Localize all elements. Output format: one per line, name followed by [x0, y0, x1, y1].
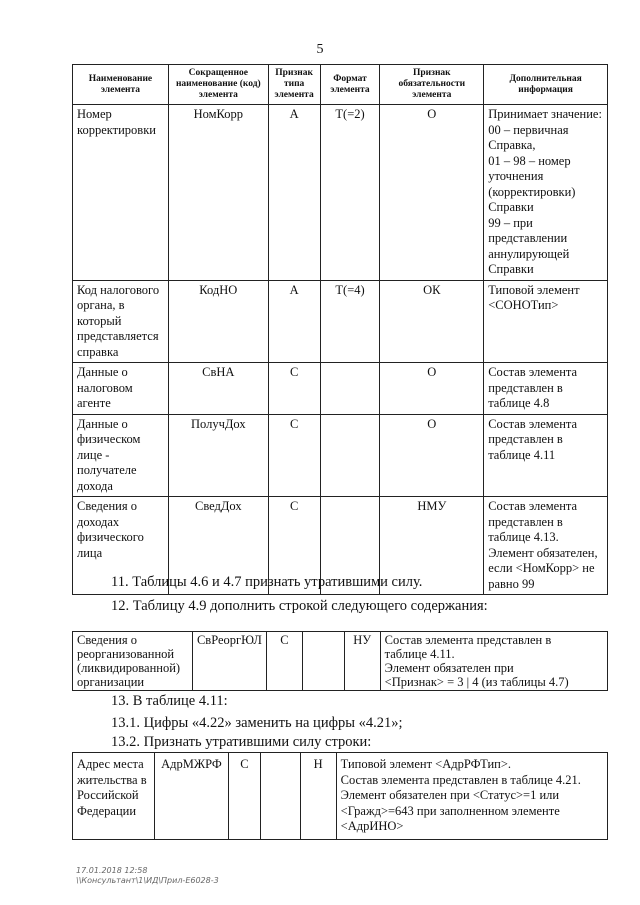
- row-info: [380, 632, 607, 691]
- row-required: ОК: [380, 280, 484, 363]
- row-code: СведДох: [168, 497, 268, 595]
- row-type: С: [268, 414, 320, 497]
- table-row: [73, 363, 608, 415]
- header-code: Сокращенное наименование (код) элемента: [168, 65, 268, 105]
- elements-table: [72, 64, 608, 595]
- page-number: 5: [316, 42, 324, 57]
- row-required: НМУ: [380, 497, 484, 595]
- info-line: <АдрИНО>: [340, 819, 404, 833]
- row-code: КодНО: [168, 280, 268, 363]
- row-format: T(=4): [320, 280, 380, 363]
- info-line: Принимает значение:: [488, 107, 602, 121]
- row-required: О: [380, 363, 484, 415]
- row-format: T(=2): [320, 105, 380, 281]
- row-code: АдрМЖРФ: [154, 753, 228, 840]
- row-type: С: [228, 753, 260, 840]
- row-name: Код налогового органа, в который представляется справка: [73, 280, 169, 363]
- info-line: 99 – при представлении аннулирующей Справки: [488, 215, 570, 276]
- table-row: [73, 414, 608, 497]
- info-line: 01 – 98 – номер уточнения (корректировки) Справки: [488, 153, 576, 214]
- paragraph-12: 12. Таблицу 4.9 дополнить строкой следующего содержания:: [111, 598, 488, 614]
- info-line: 00 – первичная Справка,: [488, 122, 569, 152]
- table-row: [73, 105, 608, 281]
- header-type: Признак типа элемента: [268, 65, 320, 105]
- info-line: Элемент обязателен при <Статус>=1 или: [340, 788, 560, 802]
- info-line: Типовой элемент <СОНОТип>: [488, 282, 580, 312]
- row-format: [320, 363, 380, 415]
- header-format: Формат элемента: [320, 65, 380, 105]
- row-code: СвРеоргЮЛ: [192, 632, 266, 691]
- header-info: Дополнительная информация: [484, 65, 608, 105]
- info-line: Состав элемента представлен в: [384, 633, 552, 647]
- row-required: Н: [300, 753, 336, 840]
- row-required: О: [380, 105, 484, 281]
- row-code: ПолучДох: [168, 414, 268, 497]
- info-line: Состав элемента представлен в таблице 4.13.: [488, 499, 578, 544]
- row-type: А: [268, 280, 320, 363]
- info-line: Состав элемента представлен в таблице 4.11: [488, 416, 578, 462]
- row-info: [484, 280, 608, 363]
- row-info: [484, 105, 608, 281]
- row-name: Данные о налоговом агенте: [73, 363, 169, 415]
- info-line: Состав элемента представлен в таблице 4.8: [488, 365, 578, 410]
- info-line: Состав элемента представлен в таблице 4.21.: [340, 772, 581, 787]
- row-code: НомКорр: [168, 105, 268, 281]
- paragraph-13-2: 13.2. Признать утратившими силу строки:: [111, 734, 372, 750]
- info-line: Типовой элемент <АдрРФТип>.: [340, 757, 512, 771]
- info-line: Элемент обязателен при: [384, 661, 514, 675]
- header-required: Признак обязательности элемента: [380, 65, 484, 105]
- row-info: [484, 497, 608, 595]
- table-4-11-removed-row: [72, 752, 608, 840]
- row-info: [484, 363, 608, 415]
- file-stamp: [76, 866, 219, 886]
- paragraph-13: 13. В таблице 4.11:: [111, 693, 228, 709]
- info-line: <Гражд>=643 при заполненном элементе: [340, 803, 560, 818]
- stamp-date: 17.01.2018 12:58: [76, 866, 148, 875]
- row-format: [260, 753, 300, 840]
- info-line: Элемент обязателен, если <НомКорр> не равно 99: [488, 545, 598, 591]
- info-line: таблице 4.11.: [384, 647, 455, 661]
- row-type: С: [266, 632, 302, 691]
- row-name: Данные о физическом лице - получателе дохода: [73, 414, 169, 497]
- row-name: Адрес места жительства в Российской Федерации: [73, 753, 155, 840]
- row-info: [484, 414, 608, 497]
- row-required: НУ: [344, 632, 380, 691]
- row-code: СвНА: [168, 363, 268, 415]
- row-format: [320, 414, 380, 497]
- table-row: [73, 280, 608, 363]
- paragraph-11: 11. Таблицы 4.6 и 4.7 признать утратившими силу.: [111, 574, 423, 590]
- row-type: А: [268, 105, 320, 281]
- info-line: <Признак> = 3 | 4 (из таблицы 4.7): [384, 675, 569, 689]
- row-info: [336, 753, 607, 840]
- row-name: Сведения о реорганизованной (ликвидированной) организации: [73, 632, 193, 691]
- row-type: С: [268, 497, 320, 595]
- paragraph-13-1: 13.1. Цифры «4.22» заменить на цифры «4.21»;: [111, 715, 403, 731]
- row-format: [302, 632, 344, 691]
- row-name: Сведения о доходах физического лица: [73, 497, 169, 595]
- table-4-9-new-row: [72, 631, 608, 691]
- header-name: Наименование элемента: [73, 65, 169, 105]
- row-required: О: [380, 414, 484, 497]
- stamp-path: \\Консультант\1\ИД\Прил-Е6028-3: [76, 876, 219, 885]
- row-type: С: [268, 363, 320, 415]
- row-name: Номер корректировки: [73, 105, 169, 281]
